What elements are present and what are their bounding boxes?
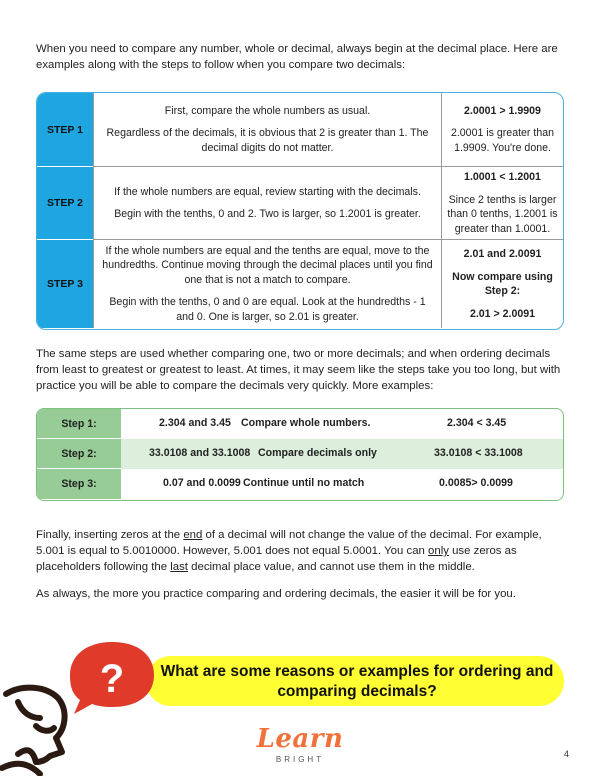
step-3-example-title: 2.01 and 2.0091 xyxy=(463,248,542,260)
step-1-text-b: Regardless of the decimals, it is obvious that 2 is greater than 1. The decimal digits do not matter. xyxy=(106,127,429,154)
example-step-label: Step 1: xyxy=(37,409,121,439)
question-text: What are some reasons or examples for ordering and comparing decimals? xyxy=(160,663,554,700)
learn-bright-logo: Learn xyxy=(256,724,344,754)
thinking-person-illustration xyxy=(0,628,160,776)
step-2-example-title: 1.0001 < 1.2001 xyxy=(464,171,541,183)
step-3-example-text-b: 2.01 > 2.0091 xyxy=(469,307,536,320)
example-numbers: 0.07 and 0.0099 xyxy=(163,477,241,489)
logo-subtitle: BRIGHT xyxy=(275,755,325,764)
step-2-text-a: If the whole numbers are equal, review starting with the decimals. xyxy=(114,185,421,198)
step-1-label: STEP 1 xyxy=(37,93,93,167)
step-3-label: STEP 3 xyxy=(37,240,93,328)
example-result: 0.0085> 0.0099 xyxy=(439,477,513,489)
example-numbers: 33.0108 and 33.1008 xyxy=(149,447,251,459)
step-2-example xyxy=(441,167,563,240)
steps-table xyxy=(36,92,564,330)
table-row xyxy=(37,469,563,499)
page-number: 4 xyxy=(564,749,570,759)
underlined-only: only xyxy=(428,545,449,557)
zeros-paragraph: Finally, inserting zeros at the end of a decimal will not change the value of the decimal. For example, 5.001 is equal to 5.0010000. However, 5.001 does not equal 5.0001. You can only use zeros as placeholders following the last decimal place value, and cannot use them in the middle. xyxy=(36,529,542,573)
step-1-example-text: 2.0001 is greater than 1.9909. You're done. xyxy=(450,127,555,154)
examples-table xyxy=(36,408,564,501)
example-action: Compare whole numbers. xyxy=(241,417,371,429)
table-row xyxy=(37,409,563,439)
underlined-end: end xyxy=(183,529,203,541)
underlined-last: last xyxy=(170,561,188,573)
example-result: 33.0108 < 33.1008 xyxy=(434,447,523,459)
practice-paragraph: As always, the more you practice comparing and ordering decimals, the easier it will be for you. xyxy=(36,588,516,600)
step-3-description xyxy=(93,240,441,328)
step-1-example xyxy=(441,93,563,167)
example-step-label: Step 3: xyxy=(37,469,121,499)
step-2-example-text: Since 2 tenths is larger than 0 tenths, 1.2001 is greater than 1.0001. xyxy=(447,193,558,235)
example-result: 2.304 < 3.45 xyxy=(447,417,507,429)
question-mark-icon: ? xyxy=(99,657,125,701)
step-1-description xyxy=(93,93,441,167)
step-2-description xyxy=(93,167,441,240)
step-3-example xyxy=(441,240,563,328)
step-1-text-a: First, compare the whole numbers as usual. xyxy=(164,104,371,117)
step-3-text-b: Begin with the tenths, 0 and 0 are equal. Look at the hundredths - 1 and 0. One is larger, so 2.01 is greater. xyxy=(109,296,426,323)
table-row xyxy=(37,439,563,469)
example-step-label: Step 2: xyxy=(37,439,121,469)
intro-paragraph: When you need to compare any number, whole or decimal, always begin at the decimal place. Here are examples along with the steps to follow when you compare two decimals: xyxy=(36,43,558,71)
example-numbers: 2.304 and 3.45 xyxy=(159,417,231,429)
step-3-text-a: If the whole numbers are equal and the tenths are equal, move to the hundredths. Continue moving through the decimal places until you find one that is not a match to compare. xyxy=(102,244,433,286)
step-2-label: STEP 2 xyxy=(37,167,93,240)
step-3-example-text-a: Now compare using Step 2: xyxy=(452,270,553,297)
step-2-text-b: Begin with the tenths, 0 and 2. Two is larger, so 1.2001 is greater. xyxy=(114,208,421,220)
question-bubble-icon xyxy=(70,642,154,714)
example-action: Compare decimals only xyxy=(258,447,377,459)
middle-paragraph: The same steps are used whether comparing one, two or more decimals; and when ordering decimals from least to greatest or greatest to least. At times, it may seem like the steps take you too long, but with practice you will be able to compare the decimals very quickly. More examples: xyxy=(36,348,561,392)
step-1-example-title: 2.0001 > 1.9909 xyxy=(464,104,541,117)
example-action: Continue until no match xyxy=(243,477,365,489)
